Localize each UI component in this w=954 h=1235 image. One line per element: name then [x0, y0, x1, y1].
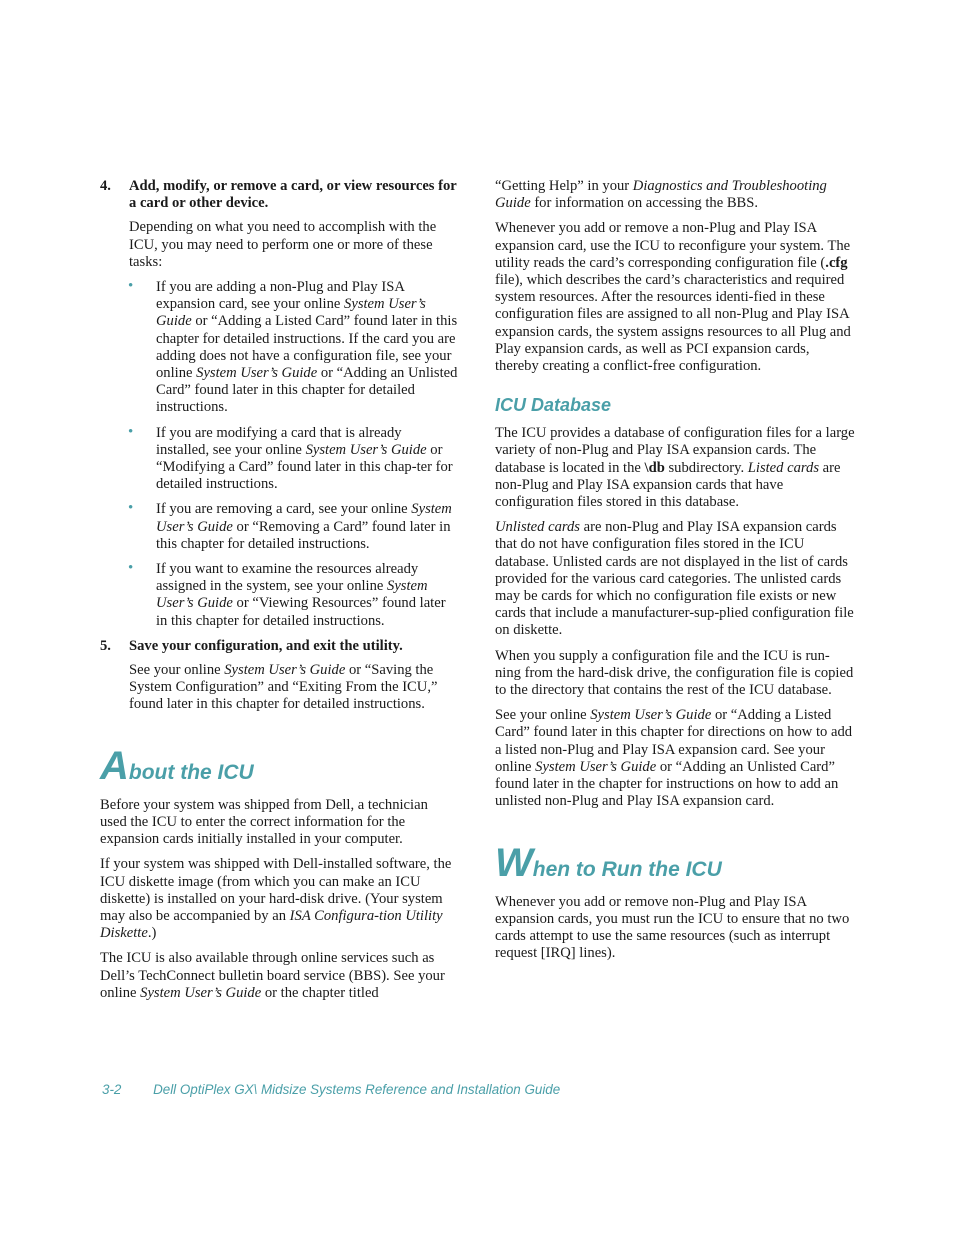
- bullet-icon: •: [128, 278, 134, 295]
- footer-title: Dell OptiPlex GX\ Midsize Systems Reference and Installation Guide: [153, 1082, 561, 1097]
- text: are non-Plug and Play ISA expansion cards that do not have configuration files stored in the ICU database. Unlisted cards are not displayed in the list of cards provided for the various card categories. The unlisted cards may be cards for which no configuration file exists or new cards that include a manufacturer-sup-plied configuration file on diskette.: [495, 519, 854, 639]
- doc-ref: System User’s Guide: [305, 441, 427, 458]
- step-heading: Add, modify, or remove a card, or view resources for a card or other device.: [129, 178, 457, 212]
- title-text: hen to Run the ICU: [532, 857, 722, 881]
- title-initial: A: [100, 743, 129, 788]
- task-list: [100, 279, 458, 630]
- doc-ref: System User’s Guide: [156, 578, 428, 612]
- page-footer: [102, 1082, 560, 1097]
- title-initial: W: [495, 840, 533, 885]
- text: The ICU is also available through online services such as Dell’s TechConnect bulletin board service (BBS). See your online: [100, 950, 445, 1001]
- step-4-intro: Depending on what you need to accomplish with the ICU, you may need to perform one or more of these tasks:: [129, 219, 437, 270]
- db-paragraph-3: When you supply a configuration file and the ICU is run-ning from the hard-disk drive, the configuration file is copied to the directory that contains the rest of the ICU database.: [495, 647, 854, 699]
- step-4: [100, 178, 458, 212]
- step-number: 4.: [100, 178, 111, 194]
- text: for information on accessing the BBS.: [530, 195, 759, 212]
- db-paragraph-2: [495, 519, 855, 639]
- doc-ref: System User’s Guide: [156, 296, 426, 330]
- bullet-icon: •: [128, 500, 134, 517]
- about-paragraph-1: Before your system was shipped from Dell, a technician used the ICU to enter the correct information for the expansion cards initially installed in your computer.: [100, 796, 428, 848]
- text: subdirectory.: [664, 459, 748, 476]
- doc-ref: System User’s Guide: [196, 365, 318, 382]
- doc-ref: Diagnostics and Troubleshooting Guide: [495, 178, 827, 212]
- doc-ref: ISA Configura-tion Utility Diskette: [100, 907, 443, 942]
- term: Listed cards: [747, 459, 819, 476]
- list-item: [128, 500, 458, 553]
- text: The ICU provides a database of configuration files for a large variety of non-Plug and Play ISA expansion cards. The database is located in the: [495, 425, 855, 476]
- doc-ref: System User’s Guide: [156, 501, 452, 535]
- section-title-about: [100, 743, 458, 788]
- step-number: 5.: [100, 637, 111, 654]
- doc-ref: System User’s Guide: [224, 662, 346, 679]
- text: If you are adding a non-Plug and Play ISA expansion card, see your online: [156, 279, 405, 313]
- text: or “Adding a Listed Card” found later in this chapter for detailed instructions. If the card you are adding does not have a configuration file, see your online: [156, 313, 458, 382]
- text: “Getting Help” in your: [495, 178, 633, 194]
- text: If you are modifying a card that is already installed, see your online: [156, 424, 402, 458]
- right-column: [495, 178, 855, 970]
- text: If your system was shipped with Dell-installed software, the ICU diskette image (from which you can make an ICU diskette) is installed on your hard-disk drive. (Your system may also be accompanied by an: [100, 856, 452, 924]
- step-5-text: [100, 662, 458, 714]
- about-paragraph-3: [100, 950, 458, 1002]
- list-item: [128, 423, 458, 494]
- reconfig-paragraph: [495, 220, 855, 375]
- db-paragraph-4: [495, 707, 855, 810]
- doc-ref: System User’s Guide: [590, 707, 712, 724]
- doc-ref: System User’s Guide: [535, 758, 657, 775]
- title-text: bout the ICU: [128, 760, 254, 784]
- text: file), which describes the card’s characteristics and required system resources. After the resources identi-fied in these configuration files are assigned to all non-Plug and Play ISA expansion cards, the system assigns resources to all Plug and Play expansion cards, as well as PCI expansion cards, thereby creating a conflict-free configuration.: [495, 272, 851, 375]
- text: or “Modifying a Card” found later in this chap-ter for detailed instructions.: [156, 441, 453, 493]
- when-paragraph-1: Whenever you add or remove non-Plug and Play ISA expansion cards, you must run the ICU to ensure that no two cards attempt to use the same resources (such as interrupt request [IRQ] lines).: [495, 893, 850, 962]
- bullet-icon: •: [128, 560, 134, 577]
- page-number: 3-2: [102, 1082, 122, 1097]
- step-5: [100, 638, 458, 655]
- continued-paragraph: [495, 178, 855, 212]
- bullet-icon: •: [128, 423, 134, 440]
- path: \db: [644, 459, 665, 476]
- text: or the chapter titled: [261, 984, 379, 1001]
- text: If you are removing a card, see your online: [156, 501, 412, 518]
- text: or “Viewing Resources” found later in this chapter for detailed instructions.: [156, 595, 446, 629]
- doc-ref: System User’s Guide: [140, 984, 262, 1001]
- text: See your online: [129, 662, 225, 679]
- text: or “Removing a Card” found later in this chapter for detailed instructions.: [156, 518, 451, 552]
- text: See your online: [495, 707, 591, 724]
- text: If you want to examine the resources already assigned in the system, see your online: [156, 561, 419, 595]
- text: are non-Plug and Play ISA expansion cards that have configuration files stored in this database.: [495, 459, 841, 511]
- text: or “Saving the System Configuration” and “Exiting From the ICU,” found later in this chapter for detailed instructions.: [129, 662, 438, 713]
- term: Unlisted cards: [495, 519, 580, 536]
- section-title-when: [495, 840, 855, 885]
- text: .): [147, 925, 157, 942]
- left-column: [100, 178, 458, 1010]
- step-heading: Save your configuration, and exit the utility.: [129, 637, 403, 654]
- section-title-icu-database: ICU Database: [495, 395, 612, 416]
- db-paragraph-1: [495, 425, 855, 511]
- list-item: [128, 560, 458, 630]
- text: or “Adding a Listed Card” found later in this chapter for directions on how to add a listed non-Plug and Play ISA expansion card. See your online: [495, 707, 853, 775]
- about-paragraph-2: [100, 856, 458, 942]
- text: Whenever you add or remove a non-Plug and Play ISA expansion card, use the ICU to reconfigure your system. The utility reads the card’s corresponding configuration file (: [495, 220, 851, 271]
- file-ext: .cfg: [825, 254, 848, 271]
- list-item: [128, 278, 458, 417]
- text: or “Adding an Unlisted Card” found later in this chapter for detailed instructions.: [156, 365, 458, 416]
- text: or “Adding an Unlisted Card” found later in the chapter for instructions on how to add an unlisted non-Plug and Play ISA expansion card.: [495, 758, 839, 810]
